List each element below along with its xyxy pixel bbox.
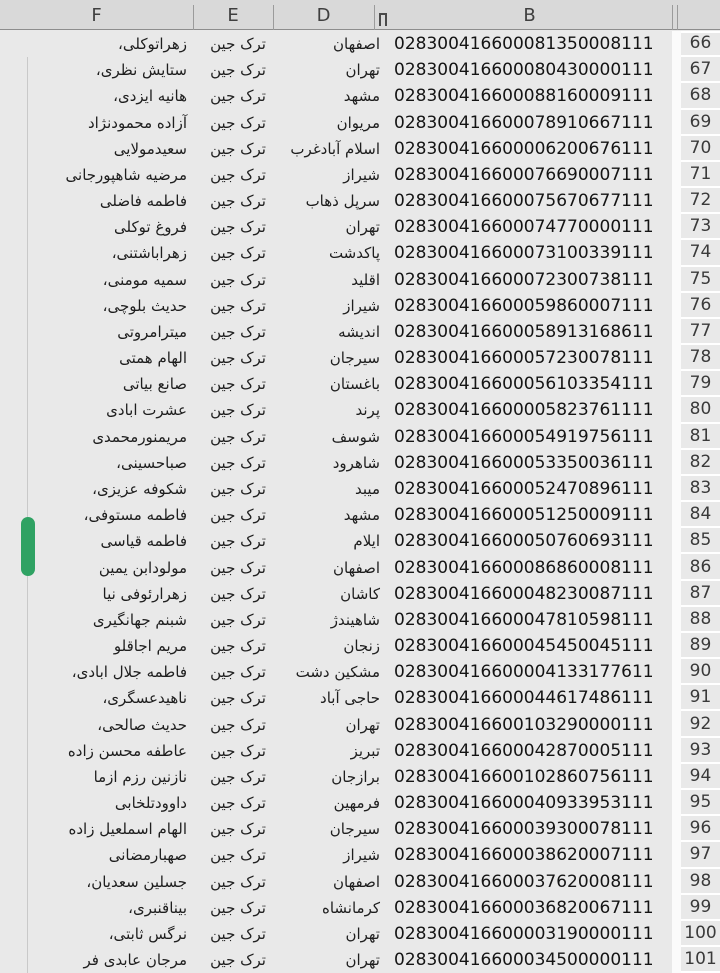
cell-code-b[interactable]: 028300416600086860008111 [394, 557, 654, 578]
table-row [0, 764, 720, 790]
cell-city-d[interactable]: اسلام آبادغرب [290, 139, 380, 158]
cell-code-b[interactable]: 028300416600080430000111 [394, 60, 654, 81]
cell-code-b[interactable]: 028300416600003190000111 [394, 923, 654, 944]
cell-brand-e[interactable]: ترک جین [210, 192, 266, 211]
column-header-bar [0, 0, 720, 30]
row-header[interactable]: 72 [681, 188, 720, 214]
cell-brand-e[interactable]: ترک جین [210, 61, 266, 80]
cell-code-b[interactable]: 028300416600048230087111 [394, 583, 654, 604]
cell-brand-e[interactable]: ترک جین [210, 506, 266, 525]
cell-city-d[interactable]: کرمانشاه [321, 898, 380, 917]
cell-code-b[interactable]: 028300416600052470896111 [394, 479, 654, 499]
cell-code-b[interactable]: 028300416600088160009111 [394, 86, 654, 107]
cell-code-b[interactable]: 028300416600103290000111 [394, 714, 654, 735]
cell-code-b[interactable]: 028300416600057230078111 [394, 348, 654, 369]
cell-city-d[interactable]: مشهد [343, 87, 380, 106]
table-row [0, 319, 720, 345]
table-row [0, 921, 720, 947]
cell-code-b[interactable]: 028300416600075670677111 [394, 191, 654, 212]
table-row [0, 188, 720, 214]
cell-code-b[interactable]: 028300416600004133177611 [394, 662, 654, 683]
cell-city-d[interactable]: مشکین دشت [295, 663, 380, 682]
cell-name-f[interactable]: داوودتلخابی [114, 794, 187, 813]
table-row [0, 528, 720, 554]
cell-city-d[interactable]: تهران [345, 218, 380, 237]
cell-city-d[interactable]: مریوان [336, 113, 380, 132]
cell-brand-e[interactable]: ترک جین [210, 663, 266, 682]
row-header[interactable]: 81 [681, 424, 720, 450]
table-row [0, 947, 720, 973]
cell-name-f[interactable]: عاطفه محسن زاده [67, 741, 187, 760]
table-row [0, 110, 720, 136]
cell-name-f[interactable]: سعیدمولایی [113, 139, 187, 158]
cell-name-f[interactable]: شکوفه عزیزی، [92, 480, 187, 498]
cell-city-d[interactable]: پاکدشت [328, 244, 380, 263]
table-row [0, 162, 720, 188]
cell-city-d[interactable]: حاجی آباد [320, 689, 380, 708]
cell-city-d[interactable]: باغستان [329, 375, 380, 394]
table-row [0, 581, 720, 607]
cell-brand-e[interactable]: ترک جین [210, 453, 266, 472]
row-header[interactable]: 101 [681, 947, 720, 973]
cell-code-b[interactable]: 028300416600037620008111 [394, 871, 654, 892]
cell-name-f[interactable]: ستایش نظری، [95, 61, 187, 80]
cell-city-d[interactable]: تهران [345, 715, 380, 734]
cell-code-b[interactable]: 028300416600073100339111 [394, 243, 654, 264]
cell-code-b[interactable]: 028300416600006200676111 [394, 138, 654, 159]
cell-name-f[interactable]: فروغ توکلی [114, 218, 187, 237]
cell-brand-e[interactable]: ترک جین [210, 715, 266, 734]
cell-code-b[interactable]: 028300416600078910667111 [394, 112, 654, 133]
cell-code-b[interactable]: 028300416600102860756111 [394, 766, 654, 787]
cell-brand-e[interactable]: ترک جین [210, 532, 266, 551]
cell-brand-e[interactable]: ترک جین [210, 322, 266, 341]
table-row [0, 57, 720, 83]
row-header[interactable]: 71 [681, 162, 720, 188]
cell-code-b[interactable]: 028300416600076690007111 [394, 164, 654, 185]
cell-brand-e[interactable]: ترک جین [210, 820, 266, 839]
table-row [0, 633, 720, 659]
row-header[interactable]: 68 [681, 83, 720, 109]
cell-code-b[interactable]: 028300416600072300738111 [394, 269, 654, 290]
column-header-E[interactable]: E [227, 4, 239, 26]
row-header[interactable]: 77 [681, 319, 720, 345]
row-header[interactable]: 83 [681, 476, 720, 502]
cell-code-b[interactable]: 028300416600056103354111 [394, 374, 654, 395]
cell-code-b[interactable]: 028300416600058913168611 [394, 321, 654, 342]
cell-brand-e[interactable]: ترک جین [210, 87, 266, 106]
cell-brand-e[interactable]: ترک جین [210, 165, 266, 184]
column-divider [672, 5, 673, 30]
table-row [0, 214, 720, 240]
row-header[interactable]: 90 [681, 659, 720, 685]
column-divider [374, 5, 375, 30]
row-header[interactable]: 75 [681, 267, 720, 293]
cell-name-f[interactable]: فاطمه مستوفی، [83, 506, 187, 525]
table-row [0, 895, 720, 921]
cell-code-b[interactable]: 028300416600050760693111 [394, 531, 654, 552]
row-header[interactable]: 92 [681, 711, 720, 737]
row-header[interactable]: 91 [681, 685, 720, 711]
cell-city-d[interactable]: زنجان [343, 637, 380, 656]
cell-city-d[interactable]: تهران [345, 924, 380, 943]
row-header[interactable]: 79 [681, 371, 720, 397]
cell-brand-e[interactable]: ترک جین [210, 741, 266, 760]
cell-brand-e[interactable]: ترک جین [210, 767, 266, 786]
cell-brand-e[interactable]: ترک جین [210, 139, 266, 158]
cell-city-d[interactable]: شیراز [343, 296, 380, 315]
cell-code-b[interactable]: 028300416600054919756111 [394, 426, 654, 447]
cell-city-d[interactable]: فرمهین [333, 794, 380, 813]
cell-code-b[interactable]: 028300416600036820067111 [394, 897, 654, 918]
cell-name-f[interactable]: فاطمه جلال ابادی، [71, 663, 187, 682]
cell-name-f[interactable]: فاطمه قیاسی [100, 532, 187, 551]
cell-code-b[interactable]: 028300416600044617486111 [394, 688, 654, 709]
cell-code-b[interactable]: 028300416600040933953111 [394, 793, 654, 814]
table-row [0, 607, 720, 633]
table-row [0, 711, 720, 737]
cell-brand-e[interactable]: ترک جین [210, 794, 266, 813]
cell-city-d[interactable]: شیراز [343, 165, 380, 184]
table-row [0, 424, 720, 450]
cell-code-b[interactable]: 028300416600005823761111 [394, 400, 654, 421]
table-row [0, 502, 720, 528]
column-header-F[interactable]: F [91, 4, 102, 26]
row-header[interactable]: 78 [681, 345, 720, 371]
cell-code-b[interactable]: 028300416600051250009111 [394, 505, 654, 526]
cell-code-b[interactable]: 028300416600038620007111 [394, 845, 654, 866]
cell-name-f[interactable]: مرجان عابدی فر [83, 951, 187, 970]
table-row [0, 738, 720, 764]
hidden-column-c-indicator-icon[interactable] [379, 13, 387, 26]
cell-brand-e[interactable]: ترک جین [210, 375, 266, 394]
table-row [0, 345, 720, 371]
cell-name-f[interactable]: حدیث صالحی، [97, 715, 187, 734]
row-header[interactable]: 82 [681, 450, 720, 476]
table-row [0, 659, 720, 685]
cell-name-f[interactable]: بیناقنبری، [128, 898, 187, 917]
cell-name-f[interactable]: میترامروتی [117, 322, 187, 341]
cell-city-d[interactable]: شیراز [343, 846, 380, 865]
cell-brand-e[interactable]: ترک جین [210, 113, 266, 132]
row-header[interactable]: 66 [681, 31, 720, 57]
table-row [0, 816, 720, 842]
cell-code-b[interactable]: 028300416600039300078111 [394, 819, 654, 840]
cell-name-f[interactable]: جسلین سعدیان، [86, 872, 187, 891]
column-header-D[interactable]: D [316, 4, 331, 26]
cell-code-b[interactable]: 028300416600045450045111 [394, 636, 654, 657]
cell-brand-e[interactable]: ترک جین [210, 872, 266, 891]
cell-name-f[interactable]: زهراباشتنی، [111, 244, 187, 263]
row-header[interactable]: 96 [681, 816, 720, 842]
cell-city-d[interactable]: مشهد [343, 506, 380, 525]
table-row [0, 83, 720, 109]
row-header[interactable]: 86 [681, 554, 720, 580]
cell-city-d[interactable]: سیرجان [329, 820, 380, 839]
cell-name-f[interactable]: نرگس ثابتی، [108, 924, 187, 943]
cell-city-d[interactable]: اصفهان [333, 872, 380, 891]
row-header[interactable]: 95 [681, 790, 720, 816]
table-row [0, 476, 720, 502]
column-divider [273, 5, 274, 30]
cell-code-b[interactable]: 028300416600081350008111 [394, 34, 654, 55]
cell-city-d[interactable]: شاهرود [332, 453, 380, 472]
cell-brand-e[interactable]: ترک جین [210, 898, 266, 917]
cell-brand-e[interactable]: ترک جین [210, 244, 266, 263]
table-row [0, 240, 720, 266]
table-row [0, 136, 720, 162]
cell-name-f[interactable]: زهراتوکلی، [118, 35, 187, 54]
column-divider [677, 5, 678, 30]
row-header[interactable]: 99 [681, 895, 720, 921]
cell-code-b[interactable]: 028300416600053350036111 [394, 452, 654, 473]
table-row [0, 293, 720, 319]
cell-city-d[interactable]: شاهیندژ [330, 610, 380, 629]
cell-name-f[interactable]: مرضیه شاهپورجانی [65, 165, 187, 184]
table-row [0, 842, 720, 868]
table-row [0, 450, 720, 476]
row-header[interactable]: 67 [681, 57, 720, 83]
cell-brand-e[interactable]: ترک جین [210, 924, 266, 943]
cell-city-d[interactable]: سرپل ذهاب [305, 192, 380, 211]
cell-brand-e[interactable]: ترک جین [210, 951, 266, 970]
cell-brand-e[interactable]: ترک جین [210, 584, 266, 603]
table-row [0, 790, 720, 816]
cell-city-d[interactable]: ایلام [353, 532, 380, 551]
cell-name-f[interactable]: مولودابن یمین [98, 558, 187, 577]
cell-name-f[interactable]: مریم اجاقلو [113, 637, 187, 656]
cell-city-d[interactable]: سیرجان [329, 349, 380, 368]
cell-city-d[interactable]: شوسف [331, 427, 380, 446]
cell-name-f[interactable]: زهرارئوفی نیا [102, 584, 187, 603]
cell-city-d[interactable]: اقلید [351, 270, 380, 289]
cell-city-d[interactable]: تهران [345, 951, 380, 970]
row-header[interactable]: 84 [681, 502, 720, 528]
cell-name-f[interactable]: مریمنورمحمدی [92, 427, 187, 446]
table-row [0, 554, 720, 580]
scroll-thumb[interactable] [21, 517, 35, 576]
cell-brand-e[interactable]: ترک جین [210, 558, 266, 577]
table-row [0, 397, 720, 423]
row-header[interactable]: 69 [681, 110, 720, 136]
sheet-grid [0, 31, 720, 973]
row-header[interactable]: 97 [681, 842, 720, 868]
table-row [0, 869, 720, 895]
row-header-separator [672, 31, 681, 973]
row-header[interactable]: 100 [681, 921, 720, 947]
table-row [0, 371, 720, 397]
row-header[interactable]: 73 [681, 214, 720, 240]
cell-brand-e[interactable]: ترک جین [210, 218, 266, 237]
column-header-B[interactable]: B [523, 4, 536, 26]
cell-name-f[interactable]: الهام همتی [119, 349, 187, 368]
cell-brand-e[interactable]: ترک جین [210, 349, 266, 368]
cell-city-d[interactable]: اصفهان [333, 558, 380, 577]
cell-name-f[interactable]: الهام اسملعیل زاده [68, 820, 187, 839]
cell-brand-e[interactable]: ترک جین [210, 689, 266, 708]
column-divider [193, 5, 194, 30]
cell-brand-e[interactable]: ترک جین [210, 480, 266, 498]
cell-brand-e[interactable]: ترک جین [210, 401, 266, 420]
table-row [0, 31, 720, 57]
cell-name-f[interactable]: صهبارمضانی [108, 846, 187, 865]
cell-city-d[interactable]: پرند [355, 401, 380, 420]
row-header[interactable]: 98 [681, 869, 720, 895]
cell-brand-e[interactable]: ترک جین [210, 270, 266, 289]
cell-name-f[interactable]: هانیه ایزدی، [113, 87, 187, 106]
row-header[interactable]: 93 [681, 738, 720, 764]
cell-brand-e[interactable]: ترک جین [210, 846, 266, 865]
cell-brand-e[interactable]: ترک جین [210, 637, 266, 656]
cell-city-d[interactable]: میبد [355, 480, 380, 498]
cell-name-f[interactable]: عشرت ابادی [106, 401, 187, 420]
row-header[interactable]: 80 [681, 397, 720, 423]
cell-city-d[interactable]: اندیشه [338, 322, 380, 341]
cell-city-d[interactable]: اصفهان [333, 35, 380, 54]
cell-city-d[interactable]: تبریز [350, 741, 380, 760]
cell-name-f[interactable]: فاطمه فاضلی [99, 192, 187, 211]
cell-brand-e[interactable]: ترک جین [210, 35, 266, 54]
row-header[interactable]: 85 [681, 528, 720, 554]
cell-name-f[interactable]: شبنم جهانگیری [92, 610, 187, 629]
row-header[interactable]: 87 [681, 581, 720, 607]
cell-city-d[interactable]: تهران [345, 61, 380, 80]
row-header[interactable]: 76 [681, 293, 720, 319]
cell-code-b[interactable]: 028300416600042870005111 [394, 740, 654, 761]
cell-city-d[interactable]: کاشان [340, 584, 380, 603]
cell-code-b[interactable]: 028300416600034500000111 [394, 950, 654, 971]
cell-name-f[interactable]: سمیه مومنی، [102, 270, 187, 289]
cell-name-f[interactable]: آزاده محمودنژاد [87, 113, 187, 132]
cell-name-f[interactable]: صباحسینی، [116, 453, 187, 472]
cell-brand-e[interactable]: ترک جین [210, 427, 266, 446]
cell-name-f[interactable]: ناهیدعسگری، [102, 689, 187, 708]
cell-code-b[interactable]: 028300416600059860007111 [394, 295, 654, 316]
cell-name-f[interactable]: صانع بیاتی [122, 375, 187, 394]
cell-name-f[interactable]: حدیث بلوچی، [102, 296, 187, 315]
table-row [0, 685, 720, 711]
row-header[interactable]: 70 [681, 136, 720, 162]
cell-code-b[interactable]: 028300416600074770000111 [394, 217, 654, 238]
row-header[interactable]: 89 [681, 633, 720, 659]
cell-name-f[interactable]: نازنین رزم ازما [93, 767, 187, 786]
row-header[interactable]: 94 [681, 764, 720, 790]
row-header[interactable]: 74 [681, 240, 720, 266]
cell-brand-e[interactable]: ترک جین [210, 610, 266, 629]
cell-code-b[interactable]: 028300416600047810598111 [394, 609, 654, 630]
cell-brand-e[interactable]: ترک جین [210, 296, 266, 315]
row-header-top-line [681, 31, 720, 33]
table-row [0, 267, 720, 293]
cell-city-d[interactable]: برازجان [331, 767, 380, 786]
row-header[interactable]: 88 [681, 607, 720, 633]
